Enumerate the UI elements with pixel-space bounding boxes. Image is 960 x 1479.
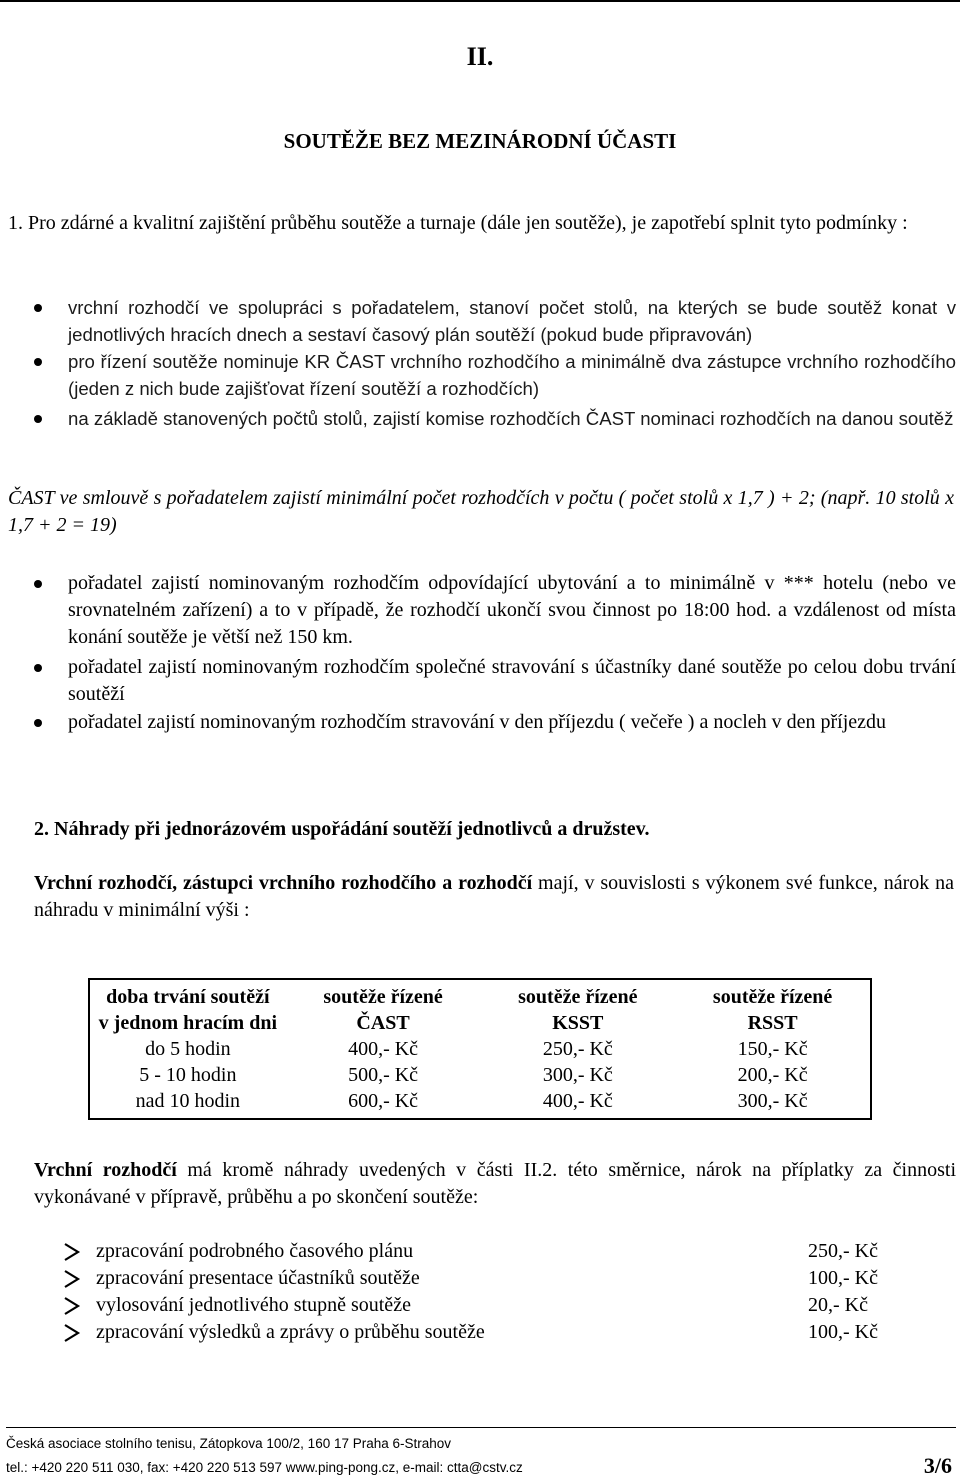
header-line: RSST	[747, 1012, 798, 1034]
fee-table	[88, 978, 872, 1120]
list-item-text: na základě stanovených počtů stolů, zajistí komise rozhodčích ČAST nominaci rozhodčích na danou soutěž	[68, 408, 954, 429]
bullet-icon	[34, 580, 42, 588]
list-item-text: pořadatel zajistí nominovaným rozhodčím společné stravování s účastníky dané soutěže po celou dobu trvání soutěží	[68, 656, 956, 705]
table-cell: 500,- Kč	[348, 1064, 419, 1086]
header-line: ČAST	[356, 1012, 410, 1034]
table-header-row	[89, 979, 871, 1036]
header-line: soutěže řízené	[712, 986, 833, 1008]
table-cell: 300,- Kč	[737, 1090, 808, 1112]
header-line: doba trvání soutěží	[106, 986, 270, 1008]
section2-paragraph-bold: Vrchní rozhodčí, zástupci vrchního rozhodčího a rozhodčí	[34, 872, 533, 894]
list-item	[34, 405, 956, 432]
list-item-label: zpracování výsledků a zprávy o průběhu soutěže	[96, 1321, 485, 1343]
list-item	[62, 1292, 942, 1319]
supplement-list	[62, 1238, 942, 1346]
page-number: 3/6	[923, 1453, 952, 1478]
header-line: KSST	[552, 1012, 604, 1034]
header-cell	[480, 979, 675, 1036]
list-item-amount: 100,- Kč	[808, 1267, 878, 1289]
list-item-amount: 250,- Kč	[808, 1240, 878, 1262]
table-cell: 250,- Kč	[542, 1038, 613, 1060]
header-line: v jednom hracím dni	[98, 1012, 278, 1034]
list-item-amount: 100,- Kč	[808, 1321, 878, 1343]
bullet-icon	[34, 304, 42, 312]
list-item	[62, 1265, 942, 1292]
bullet-icon	[34, 719, 42, 727]
table-cell: 400,- Kč	[348, 1038, 419, 1060]
chapter-title: SOUTĚŽE BEZ MEZINÁRODNÍ ÚČASTI	[283, 129, 677, 153]
list-item-text: vrchní rozhodčí ve spolupráci s pořadatelem, stanoví počet stolů, na kterých se bude soutěž konat v jednotlivých hracích dnech a sestaví časový plán soutěží (pokud bude připravován)	[68, 297, 956, 345]
list-item-text: pořadatel zajistí nominovaným rozhodčím stravování v den příjezdu ( večeře ) a nocleh v den příjezdu	[68, 711, 887, 733]
list-item-label: zpracování presentace účastníků soutěže	[96, 1267, 420, 1289]
list-item	[34, 348, 956, 402]
footer-address: Česká asociace stolního tenisu, Zátopkova 100/2, 160 17 Praha 6-Strahov	[6, 1436, 452, 1451]
table-cell: 300,- Kč	[542, 1064, 613, 1086]
table-cell: 600,- Kč	[348, 1090, 419, 1112]
arrowhead-icon	[62, 1269, 82, 1289]
list-item	[62, 1238, 942, 1265]
table-row	[89, 1088, 871, 1119]
note-paragraph: ČAST ve smlouvě s pořadatelem zajistí minimální počet rozhodčích v počtu ( počet stolů x 1,7 ) + 2; (např. 10 stolů x 1,7 + 2 = 19)	[8, 487, 954, 536]
bullet-icon	[34, 415, 42, 423]
header-cell	[675, 979, 871, 1036]
section2-paragraph-rest: mají, v souvislosti s výkonem své funkce, nárok na náhradu v minimální výši :	[34, 872, 954, 921]
list-item-text: pro řízení soutěže nominuje KR ČAST vrchního rozhodčího a minimálně dva zástupce vrchního rozhodčího (jeden z nich bude zajišťovat řízení soutěží a rozhodčích)	[68, 351, 956, 399]
list-item-label: vylosování jednotlivého stupně soutěže	[96, 1294, 411, 1316]
section1-intro: 1. Pro zdárné a kvalitní zajištění průběhu soutěže a turnaje (dále jen soutěže), je zapotřebí splnit tyto podmínky :	[8, 212, 908, 234]
header-cell	[89, 979, 286, 1036]
list-item	[34, 709, 956, 736]
table-cell: do 5 hodin	[145, 1038, 231, 1060]
footer-contacts: tel.: +420 220 511 030, fax: +420 220 513 597 www.ping-pong.cz, e-mail: ctta@cstv.cz	[6, 1460, 523, 1475]
table-row	[89, 1036, 871, 1062]
arrowhead-icon	[62, 1323, 82, 1343]
section3-paragraph	[34, 1157, 956, 1211]
header-line: soutěže řízené	[323, 986, 443, 1008]
chapter-number: II.	[466, 42, 494, 71]
section2-paragraph	[34, 870, 954, 924]
table-cell: 200,- Kč	[737, 1064, 808, 1086]
section2-heading: 2. Náhrady při jednorázovém uspořádání soutěží jednotlivců a družstev.	[34, 818, 650, 840]
section3-paragraph-rest: má kromě náhrady uvedených v části II.2. této směrnice, nárok na příplatky za činnosti vykonávané v přípravě, průběhu a po skončení soutěže:	[34, 1159, 956, 1208]
arrowhead-icon	[62, 1242, 82, 1262]
bullet-icon	[34, 358, 42, 366]
table-cell: nad 10 hodin	[135, 1090, 241, 1112]
section3-paragraph-bold: Vrchní rozhodčí	[34, 1159, 177, 1181]
table-cell: 400,- Kč	[542, 1090, 613, 1112]
table-row	[89, 1062, 871, 1088]
list-item	[34, 654, 956, 708]
table-cell: 150,- Kč	[737, 1038, 808, 1060]
header-cell	[286, 979, 481, 1036]
top-rule	[0, 0, 960, 2]
list-item	[34, 294, 956, 348]
list-item-label: zpracování podrobného časového plánu	[96, 1240, 414, 1262]
list-item	[34, 570, 956, 651]
table-cell: 5 - 10 hodin	[139, 1064, 237, 1086]
header-line: soutěže řízené	[518, 986, 638, 1008]
bullet-icon	[34, 664, 42, 672]
list-item-amount: 20,- Kč	[808, 1294, 868, 1316]
footer-rule	[6, 1427, 956, 1428]
list-item-text: pořadatel zajistí nominovaným rozhodčím odpovídající ubytování a to minimálně v *** hotelu (nebo ve srovnatelném zařízení) a to v případě, že rozhodčí ukončí svou činnost po 18:00 hod. a vzdálenost od místa konání soutěže je větší než 150 km.	[68, 572, 956, 648]
list-item	[62, 1319, 942, 1346]
arrowhead-icon	[62, 1296, 82, 1316]
